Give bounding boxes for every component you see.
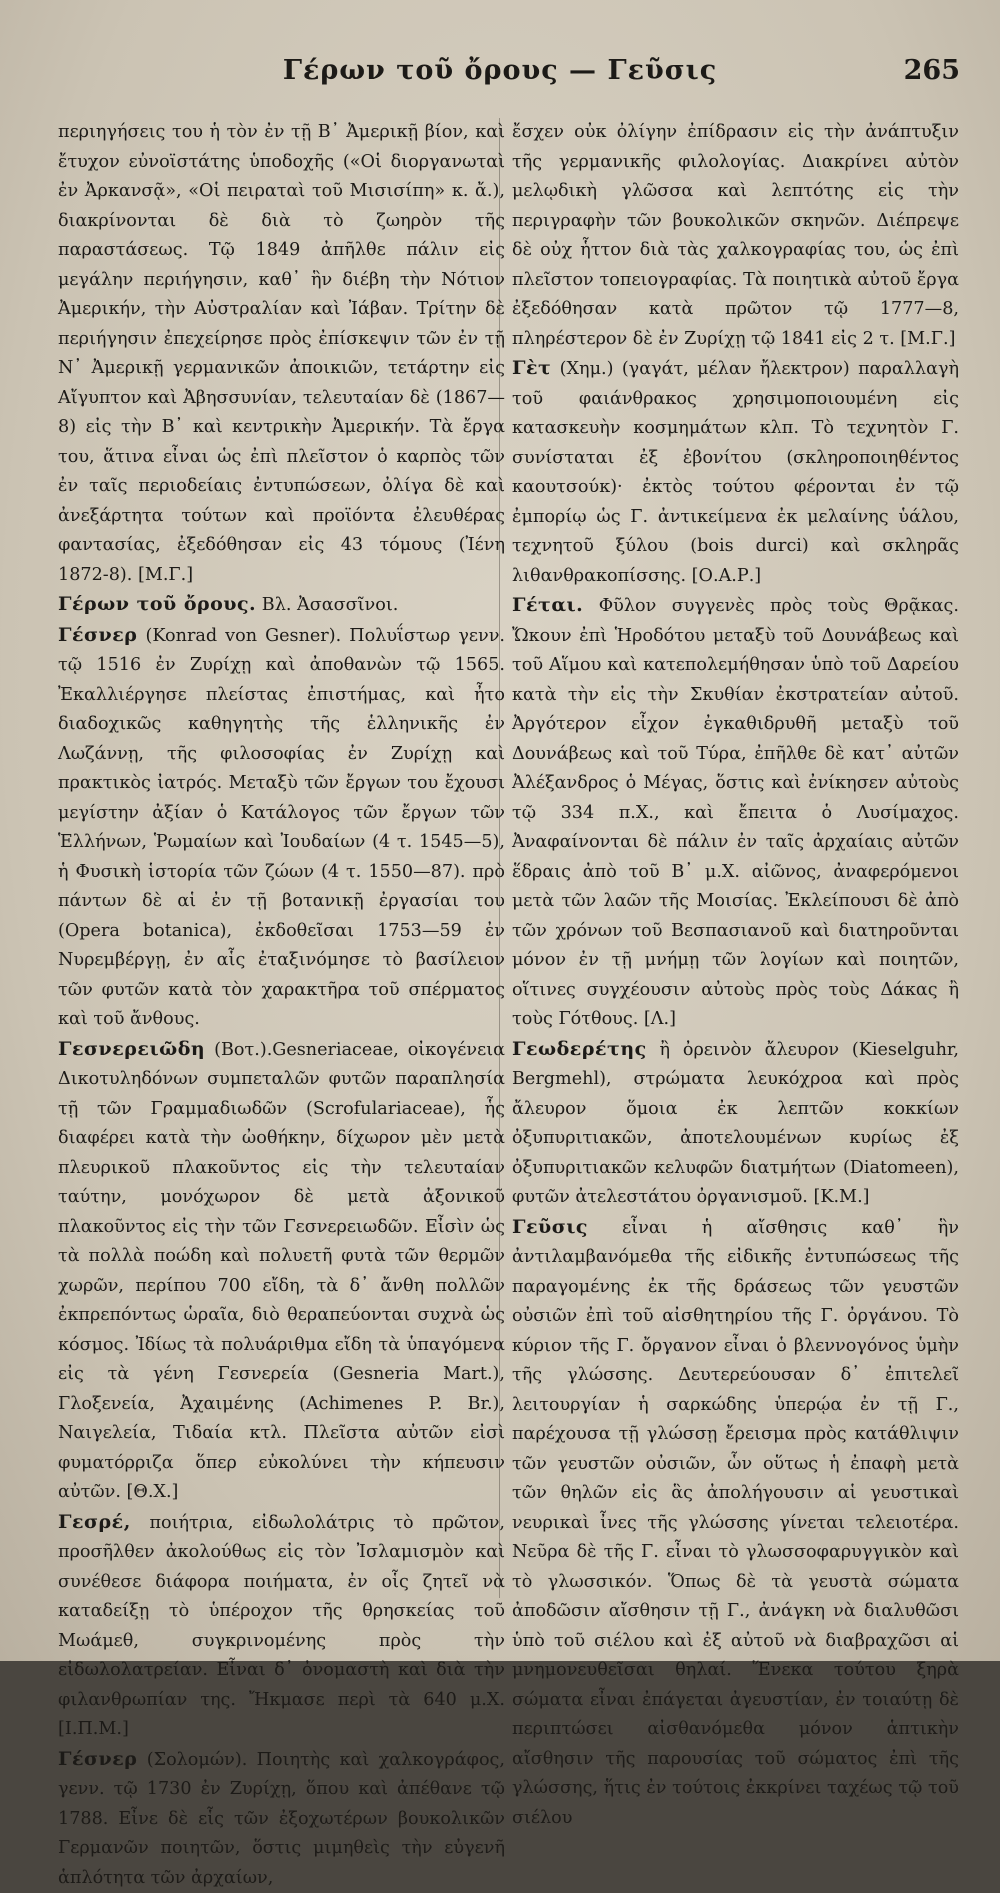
entry-headword: Γέρων τοῦ ὄρους.	[58, 593, 256, 615]
entry-gesner-konrad	[58, 621, 505, 1035]
entry-headword: Γεσνερειῶδη	[58, 1038, 205, 1060]
entry-geoderetis	[512, 1035, 959, 1213]
entry-gesnereiodi	[58, 1035, 505, 1508]
entry-headword: Γέται.	[512, 594, 583, 616]
page-number: 265	[904, 55, 960, 86]
entry-continued	[58, 118, 505, 590]
entry-text: (Χημ.) (γαγάτ, μέλαν ἤλεκτρον) παραλλαγὴ τοῦ φαιάνθρακος χρησιμοποιουμένη εἰς κατασκευὴν κοσμημάτων κλπ. Τὸ τεχνητὸν Γ. συνίσταται ἐξ ἐβονίτου (σκληροποιηθέντος καουτσούκ)· ἐκτὸς τούτου φέρονται ἐν τῷ ἐμπορίῳ ὡς Γ. ἀντικείμενα ἐκ μελαίνης ὑάλου, τεχνητοῦ ξύλου (bois durci) καὶ σκληρᾶς λιθανθρακοπίσσης. [Ο.Α.Ρ.]	[512, 359, 959, 586]
entry-headword: Γέσνερ	[58, 624, 137, 646]
entry-headword: Γεῦσις	[512, 1216, 588, 1238]
entry-text: (Konrad von Gesner). Πολυΐστωρ γενν. τῷ 1516 ἐν Ζυρίχῃ καὶ ἀποθανὼν τῷ 1565. Ἐκαλλιέργησε πλείστας ἐπιστήμας, καὶ ἦτο διαδοχικῶς καθηγητὴς τῆς ἑλληνικῆς ἐν Λωζάννῃ, τῆς φιλοσοφίας ἐν Ζυρίχῃ καὶ πρακτικὸς ἰατρός. Μεταξὺ τῶν ἔργων του ἔχουσι μεγίστην ἀξίαν ὁ Κατάλογος τῶν ἔργων τῶν Ἑλλήνων, Ῥωμαίων καὶ Ἰουδαίων (4 τ. 1545—5), ἡ Φυσικὴ ἱστορία τῶν ζώων (4 τ. 1550—87). πρὸ πάντων δὲ αἱ ἐν τῇ βοτανικῇ ἐργασίαι του (Opera botanica), ἐκδοθεῖσαι 1753—59 ἐν Νυρεμβέργῃ, ἐν αἷς ἐταξινόμησε τὸ βασίλειον τῶν φυτῶν κατὰ τὸν χαρακτῆρα τοῦ σπέρματος καὶ τοῦ ἄνθους.	[58, 626, 505, 1030]
entry-text: (Σολομών). Ποιητὴς καὶ χαλκογράφος, γενν. τῷ 1730 ἐν Ζυρίχῃ, ὅπου καὶ ἀπέθανε τῷ 1788. Εἶνε δὲ εἷς τῶν ἐξοχωτέρων βουκολικῶν Γερμανῶν ποιητῶν, ὅστις μιμηθεὶς τὴν εὐγενῆ ἁπλότητα τῶν ἀρχαίων,	[58, 1750, 505, 1888]
entry-text: (Βοτ.).Gesneriaceae, οἰκογένεια Δικοτυληδόνων συμπεταλῶν φυτῶν παραπλησία τῇ τῶν Γραμμαδιωδῶν (Scrofulariaceae), ἧς διαφέρει κατὰ τὴν ὠοθήκην, δίχωρον μὲν μετὰ πλευρικοῦ πλακοῦντος εἰς τὴν τελευταίαν ταύτην, μονόχωρον δὲ μετὰ ἀξονικοῦ πλακοῦντος εἰς τὴν τῶν Γεσνερειωδῶν. Εἶσὶν ὡς τὰ πολλὰ ποώδη καὶ πολυετῆ φυτὰ τῶν θερμῶν χωρῶν, περίπου 700 εἴδη, τὰ δ᾽ ἄνθη πολλῶν ἐκπρεπόντως ὡραῖα, διὸ θεραπεύονται συχνὰ ὡς κόσμος. Ἰδίως τὰ πολυάριθμα εἴδη τὰ ὑπαγόμενα εἰς τὰ γένη Γεσνερεία (Gesneria Mart.), Γλοξενεία, Ἀχαιμένης (Achimenes P. Br.), Ναιγελεία, Τιδαία κτλ. Πλεῖστα αὐτῶν εἰσὶ φυματόρριζα ὅπερ εὐκολύνει τὴν κήπευσιν αὐτῶν. [Θ.Χ.]	[58, 1040, 505, 1503]
entry-gesner-solomon	[58, 1745, 505, 1893]
entry-text: Βλ. Ἀσασσῖνοι.	[262, 595, 399, 615]
column-divider	[499, 118, 500, 1598]
entry-text: εἶναι ἡ αἴσθησις καθ᾽ ἣν ἀντιλαμβανόμεθα τῆς εἰδικῆς ἐντυπώσεως τῆς παραγομένης ἐκ τῆς δράσεως τῶν γευστῶν οὐσιῶν ἐπὶ τοῦ αἰσθητηρίου τῆς Γ. ὀργάνου. Τὸ κύριον τῆς Γ. ὄργανον εἶναι ὁ βλεννογόνος ὑμὴν τῆς γλώσσης. Δευτερεύουσαν δ᾽ ἐπιτελεῖ λειτουργίαν ἡ σαρκώδης ὑπερῴα ἐν τῇ Γ., παρέχουσα τῇ γλώσσῃ ἔρεισμα πρὸς κατάθλιψιν τῶν γευστῶν οὐσιῶν, ὧν οὕτως ἡ ἐπαφὴ μετὰ τῶν θηλῶν εἰς ἃς ἀπολήγουσιν αἱ γευστικαὶ νευρικαὶ ἶνες τῆς γλώσσης γίνεται τελειοτέρα. Νεῦρα δὲ τῆς Γ. εἶναι τὸ γλωσσοφαρυγγικὸν καὶ τὸ γλωσσικόν. Ὅπως δὲ τὰ γευστὰ σώματα ἀποδῶσιν αἴσθησιν τῇ Γ., ἀνάγκη νὰ διαλυθῶσι ὑπὸ τοῦ σιέλου καὶ ἐξ αὐτοῦ νὰ διαβραχῶσι αἱ μνημονευθεῖσαι θηλαί. Ἕνεκα τούτου ξηρὰ σώματα εἶναι ἐπάγεται ἀγευστίαν, ἐν τοιαύτῃ δὲ περιπτώσει αἰσθανόμεθα μόνον ἁπτικὴν αἴσθησιν τῆς παρουσίας τοῦ σώματος ἐπὶ τῆς γλώσσης, ἥτις ἐν τούτοις ἐκκρίνει ταχέως τῷ τοῦ σιέλου	[512, 1218, 959, 1828]
page-header	[40, 55, 960, 105]
entry-getai	[512, 591, 959, 1035]
entry-headword: Γεσρέ,	[58, 1511, 131, 1533]
entry-geron-tou-orous	[58, 590, 505, 621]
entry-text: ἔσχεν οὐκ ὀλίγην ἐπίδρασιν εἰς τὴν ἀνάπτυξιν τῆς γερμανικῆς φιλολογίας. Διακρίνει αὐτὸν μελῳδικὴ γλῶσσα καὶ λεπτότης εἰς τὴν περιγραφὴν τῶν βουκολικῶν σκηνῶν. Διέπρεψε δὲ οὐχ ἧττον διὰ τὰς χαλκογραφίας του, ὡς ἐπὶ πλεῖστον τοπειογραφίας. Τὰ ποιητικὰ αὐτοῦ ἔργα ἐξεδόθησαν κατὰ πρῶτον τῷ 1777—8, πληρέστερον δὲ ἐν Ζυρίχῃ τῷ 1841 εἰς 2 τ. [Μ.Γ.]	[512, 122, 959, 349]
entry-headword: Γεωδερέτης	[512, 1038, 647, 1060]
entry-continued	[512, 118, 959, 354]
running-title: Γέρων τοῦ ὄρους — Γεῦσις	[40, 55, 960, 86]
entry-geusis	[512, 1213, 959, 1834]
entry-headword: Γέσνερ	[58, 1748, 137, 1770]
left-column	[58, 118, 505, 1638]
entry-text: ἢ ὀρεινὸν ἄλευρον (Kieselguhr, Bergmehl), στρώματα λευκόχροα καὶ πρὸς ἄλευρον ὅμοια ἐκ λεπτῶν κοκκίων ὀξυπυριτιακῶν, ἀποτελουμένων κυρίως ἐξ ὀξυπυριτιακῶν κελυφῶν διατμήτων (Diatomeen), φυτῶν ἀτελεστάτου ὀργανισμοῦ. [Κ.Μ.]	[512, 1040, 959, 1208]
right-column	[512, 118, 959, 1638]
entry-gesre	[58, 1508, 505, 1745]
entry-text: περιηγήσεις του ἡ τὸν ἐν τῇ Β᾽ Ἀμερικῇ βίον, καὶ ἔτυχον εὐνοϊστάτης ὑποδοχῆς («Οἱ διοργανωταὶ ἐν Ἀρκανσᾷ», «Οἱ πειραταὶ τοῦ Μισισίπη» κ. ἄ.), διακρίνονται δὲ διὰ τὸ ζωηρὸν τῆς παραστάσεως. Τῷ 1849 ἀπῆλθε πάλιν εἰς μεγάλην περιήγησιν, καθ᾽ ἣν διέβη τὴν Νότιον Ἀμερικήν, τὴν Αὐστραλίαν καὶ Ἰάβαν. Τρίτην δὲ περιήγησιν ἐπεχείρησε πρὸς ἐπίσκεψιν τῶν ἐν τῇ Ν᾽ Ἀμερικῇ γερμανικῶν ἀποικιῶν, τετάρτην εἰς Αἴγυπτον καὶ Ἀβησσυνίαν, τελευταίαν δὲ (1867—8) εἰς τὴν Β᾽ καὶ κεντρικὴν Ἀμερικήν. Τὰ ἔργα του, ἅτινα εἶναι ὡς ἐπὶ πλεῖστον ὁ καρπὸς τῶν ἐν ταῖς περιοδείαις ἐντυπώσεων, ὀλίγα δὲ καὶ ἀνεξάρτητα τούτων καὶ προϊόντα ἐλευθέρας φαντασίας, ἐξεδόθησαν εἰς 43 τόμους (Ἰένη 1872-8). [Μ.Γ.]	[58, 122, 505, 585]
entry-get	[512, 354, 959, 591]
entry-text: Φῦλον συγγενὲς πρὸς τοὺς Θρᾷκας. Ὤκουν ἐπὶ Ἡροδότου μεταξὺ τοῦ Δουνάβεως καὶ τοῦ Αἵμου καὶ κατεπολεμήθησαν ὑπὸ τοῦ Δαρείου κατὰ τὴν εἰς τὴν Σκυθίαν ἐκστρατείαν αὐτοῦ. Ἀργότερον εἶχον ἐγκαθιδρυθῆ μεταξὺ τοῦ Δουνάβεως καὶ τοῦ Τύρα, ἐπῆλθε δὲ κατ᾽ αὐτῶν Ἀλέξανδρος ὁ Μέγας, ὅστις καὶ ἐνίκησεν αὐτοὺς τῷ 334 π.Χ., καὶ ἔπειτα ὁ Λυσίμαχος. Ἀναφαίνονται δὲ πάλιν ἐν ταῖς ἀρχαίαις αὐτῶν ἕδραις ἀπὸ τοῦ Β᾽ μ.Χ. αἰῶνος, ἀναφερόμενοι μετὰ τῶν λαῶν τῆς Μοισίας. Ἐκλείπουσι δὲ ἀπὸ τῶν χρόνων τοῦ Βεσπασιανοῦ καὶ διατηροῦνται μόνον ἐν τῇ μνήμῃ τῶν λογίων καὶ ποιητῶν, οἵτινες συγχέουσιν αὐτοὺς πρὸς τοὺς Δάκας ἢ τοὺς Γότθους. [Λ.]	[512, 596, 959, 1029]
entry-text: ποιήτρια, εἰδωλολάτρις τὸ πρῶτον, προσῆλθεν ἀκολούθως εἰς τὸν Ἰσλαμισμὸν καὶ συνέθεσε διάφορα ποιήματα, ἐν οἷς ζητεῖ νὰ καταδείξῃ τὸ ὑπέροχον τῆς θρησκείας τοῦ Μωάμεθ, συγκρινομένης πρὸς τὴν εἰδωλολατρείαν. Εἶναι δ᾽ ὀνομαστὴ καὶ διὰ τὴν φιλανθρωπίαν της. Ἤκμασε περὶ τὰ 640 μ.Χ. [Ι.Π.Μ.]	[58, 1513, 505, 1740]
entry-headword: Γὲτ	[512, 357, 551, 379]
